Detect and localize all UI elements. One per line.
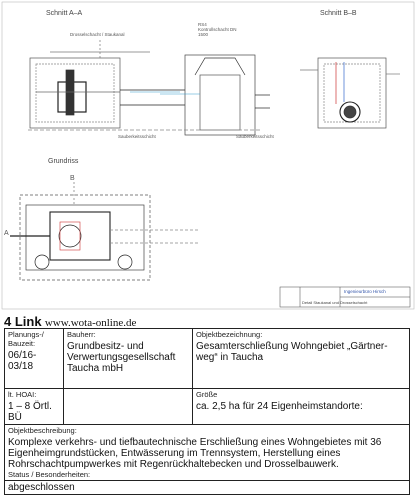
shaft-note: RS4 Kontrollschacht DN 1500	[198, 22, 237, 37]
client-cell	[64, 329, 193, 389]
object-value: Gesamterschließung Wohngebiet „Gärtner-weg“ in Taucha	[196, 341, 388, 363]
phases-label: lt. HOAI:	[8, 390, 37, 399]
description-value: Komplexe verkehrs- und tiefbautechnische Erschließung eines Wohngebietes mit 36 Eigenheimgrundstücken, Entwässerung im Trennsystem, Herstellung eines Rohrschachtpumpwerkes mit Regenrückhaltebecken und Drosselbauwerk.	[8, 437, 382, 470]
status-cell	[5, 481, 410, 495]
phases-value: 1 – 8 Örtl. BÜ	[8, 401, 52, 423]
description-label: Objektbeschreibung:	[8, 426, 77, 435]
size-cell	[193, 389, 410, 425]
object-cell	[193, 329, 410, 389]
size-label: Größe	[196, 390, 218, 399]
title-block-office: Ingenieurbüro Hirsch	[344, 289, 386, 294]
phases-cell	[5, 389, 64, 425]
planning-value: 06/16-03/18	[8, 350, 37, 372]
empty-cell	[64, 389, 193, 425]
section-a-title: Schnitt A–A	[46, 10, 83, 17]
floor-note-2: Sauberkeitsschicht	[236, 134, 274, 139]
client-label: Bauherr:	[67, 330, 96, 339]
project-number: 4 Link	[4, 314, 42, 329]
website-url: www.wota-online.de	[44, 317, 137, 329]
marker-a: A	[4, 230, 9, 237]
description-cell	[5, 425, 410, 481]
planning-label: Planungs-/ Bauzeit:	[8, 330, 44, 348]
object-label: Objektbezeichnung:	[196, 330, 263, 339]
status-label: Status / Besonderheiten:	[8, 470, 91, 479]
section-b-title: Schnitt B–B	[320, 10, 357, 17]
client-value: Grundbesitz- und Verwertungsgesellschaft Taucha mbH	[67, 341, 176, 374]
marker-b: B	[70, 175, 75, 182]
status-value: abgeschlossen	[8, 482, 75, 493]
title-block-detail: Detail Staukanal und Drosselschacht	[302, 300, 368, 305]
floor-note-1: Sauberkeitsschicht	[118, 134, 156, 139]
project-info-table	[4, 328, 410, 495]
size-value: ca. 2,5 ha für 24 Eigenheimstandorte:	[196, 401, 363, 412]
plan-title: Grundriss	[48, 158, 79, 165]
planning-cell	[5, 329, 64, 389]
throttle-note: Drosselschacht / Staukanal	[70, 32, 125, 37]
